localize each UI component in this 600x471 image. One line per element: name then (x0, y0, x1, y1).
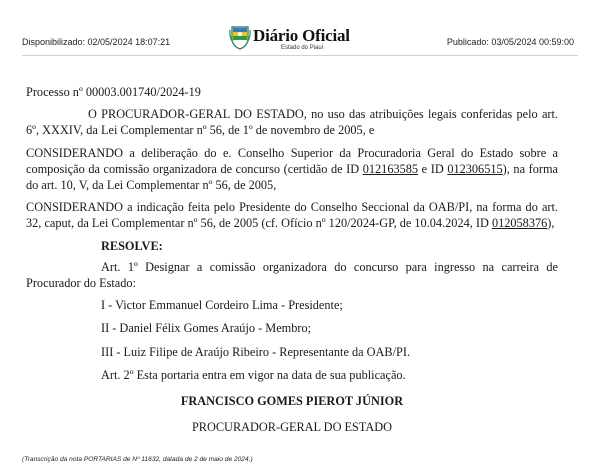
available-date: Disponibilizado: 02/05/2024 18:07:21 (22, 37, 171, 47)
opening-text: O PROCURADOR-GERAL DO ESTADO, no uso das atribuições legais conferidas pelo art. 6º, XXXIV, da Lei Complementar nº 56, de 1º de novembro de 2005, e (26, 107, 558, 138)
document-id-link[interactable]: 012306515 (447, 161, 503, 176)
document-body (26, 84, 558, 435)
considerando-1-text-a: CONSIDERANDO a deliberação do e. Conselho Superior da Procuradoria Geral do Estado sobre a composição da comissão organizadora de concurso (certidão de ID (26, 145, 558, 176)
considerando-2-text-a: CONSIDERANDO a indicação feita pelo Presidente do Conselho Seccional da OAB/PI, na forma do art. 32, caput, da Lei Complementar nº 56, de 2005 (cf. Ofício nº 120/2024-GP, de 10.04.2024, ID (26, 200, 558, 231)
page-header (0, 0, 600, 62)
transcription-note: (Transcrição da nota PORTARIAS de Nº 11632, datada de 2 de maio de 2024.) (22, 456, 253, 463)
article-2: Art. 2º Esta portaria entra em vigor na data de sua publicação. (101, 367, 406, 382)
article-1-text: Art. 1º Designar a comissão organizadora do concurso para ingresso na carreira de Procurador do Estado: (26, 259, 558, 291)
published-date: Publicado: 03/05/2024 00:59:00 (446, 37, 574, 47)
header-divider (22, 55, 578, 56)
paragraph-opening (26, 106, 558, 138)
list-item: III - Luiz Filipe de Araújo Ribeiro - Representante da OAB/PI. (101, 344, 411, 359)
list-item: II - Daniel Félix Gomes Araújo - Membro; (101, 321, 312, 336)
article-1 (26, 259, 558, 291)
document-id-link[interactable]: 012058376 (491, 216, 548, 231)
considerando-1-text-c: ), na forma do art. 10, V, da Lei Complementar nº 56, de 2005, (26, 161, 558, 193)
process-number: Processo nº 00003.001740/2024-19 (26, 85, 201, 99)
brand-title: Diário Oficial (253, 26, 350, 45)
signer-name: FRANCISCO GOMES PIEROT JÚNIOR (180, 394, 404, 409)
considerando-1-text-b: e ID (418, 161, 448, 176)
paragraph-considerando-1 (26, 145, 558, 194)
considerando-2-text-b: ), (547, 216, 555, 231)
resolve-heading: RESOLVE: (101, 238, 163, 253)
signer-title: PROCURADOR-GERAL DO ESTADO (191, 420, 393, 435)
list-item: I - Victor Emmanuel Cordeiro Lima - Presidente; (101, 298, 343, 313)
document-id-link[interactable]: 012163585 (362, 161, 419, 176)
paragraph-considerando-2 (26, 199, 558, 231)
brand-subtitle: Estado do Piauí (281, 45, 324, 51)
brand-logo (229, 24, 379, 54)
piaui-coat-of-arms-icon (229, 24, 251, 50)
